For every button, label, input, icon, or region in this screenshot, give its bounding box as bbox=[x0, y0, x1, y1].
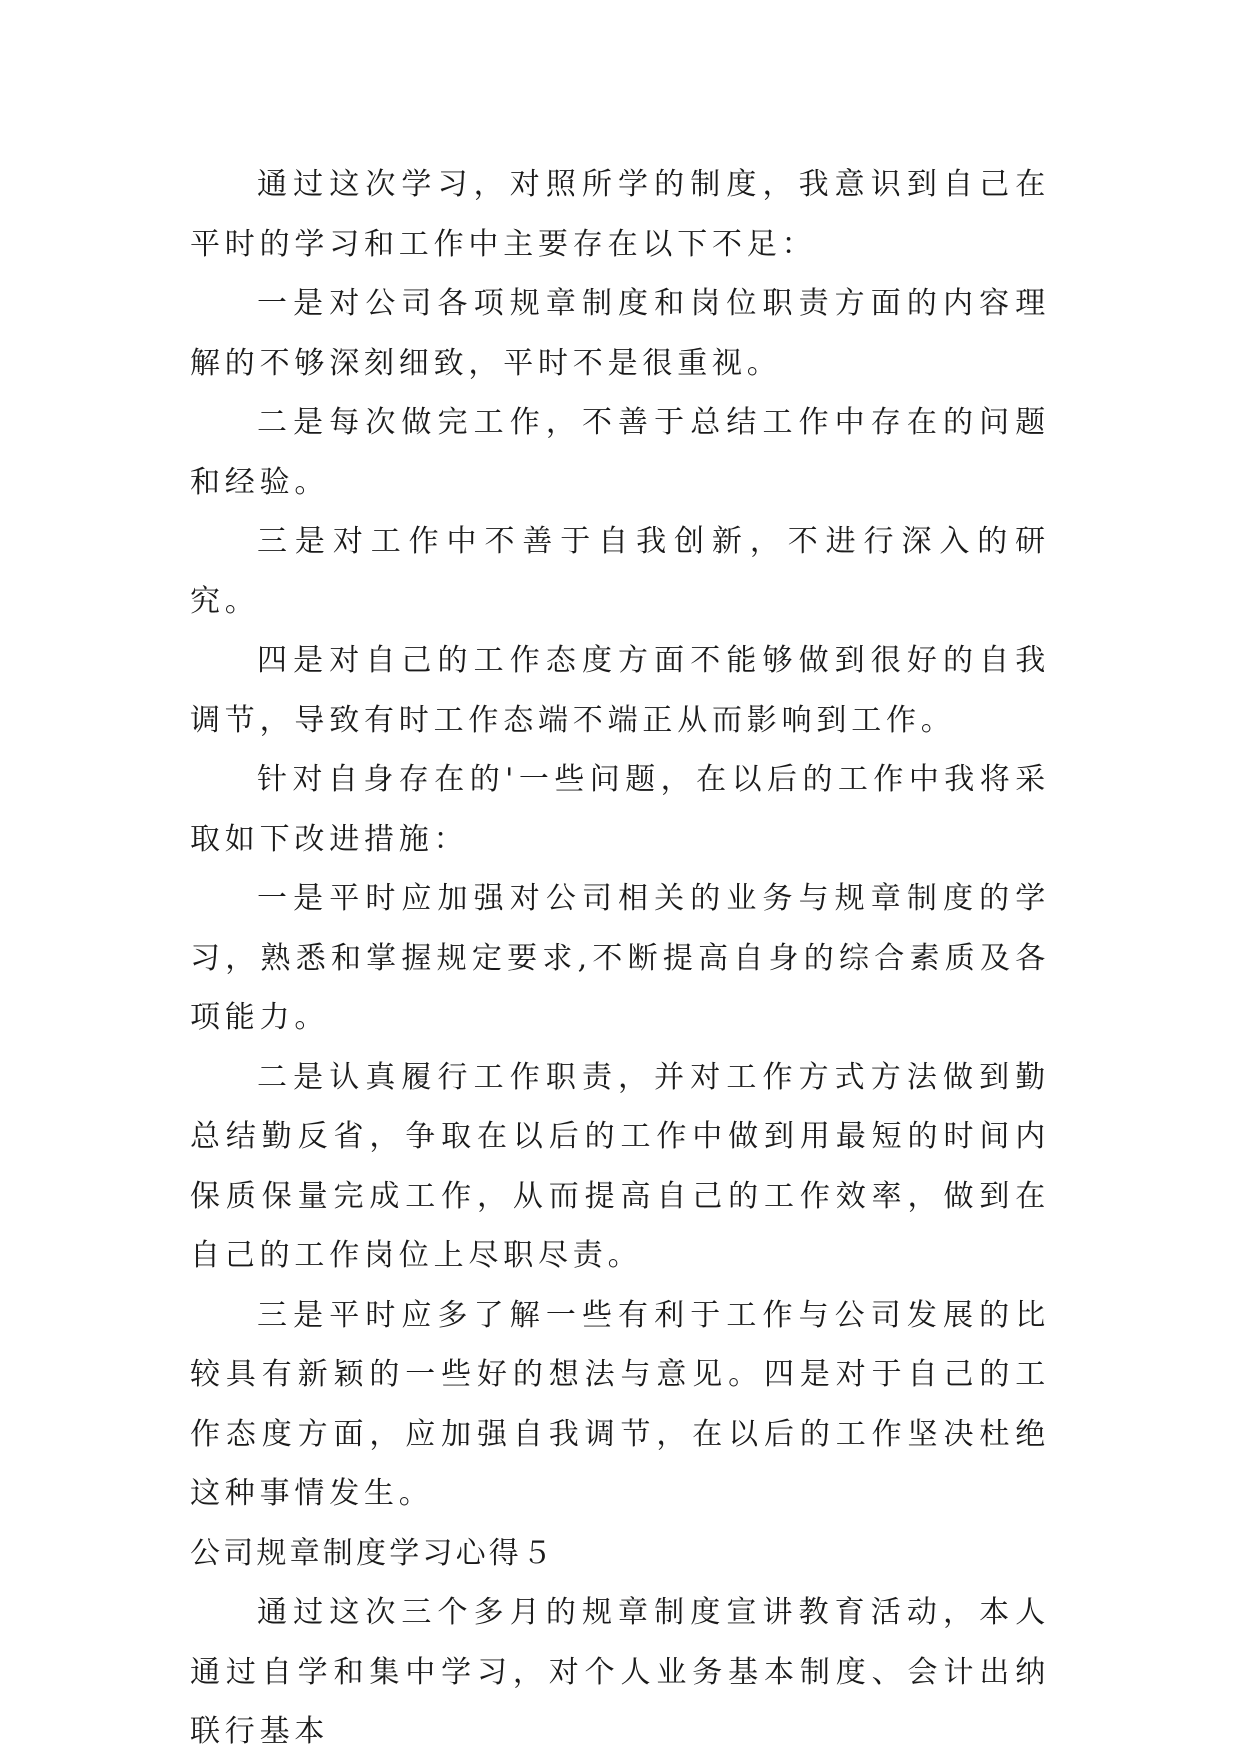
paragraph-measures-intro: 针对自身存在的'一些问题，在以后的工作中我将采取如下改进措施： bbox=[190, 762, 1050, 857]
document-page bbox=[190, 155, 1050, 1762]
paragraph-intro: 通过这次学习，对照所学的制度，我意识到自己在平时的学习和工作中主要存在以下不足： bbox=[190, 167, 1050, 262]
paragraph-closing: 通过这次三个多月的规章制度宣讲教育活动，本人通过自学和集中学习，对个人业务基本制度、会计出纳联行基本 bbox=[190, 1595, 1050, 1749]
paragraph-measure-3: 三是平时应多了解一些有利于工作与公司发展的比较具有新颖的一些好的想法与意见。四是对于自己的工作态度方面，应加强自我调节，在以后的工作坚决杜绝这种事情发生。 bbox=[190, 1297, 1050, 1511]
section-heading: 公司规章制度学习心得５ bbox=[190, 1535, 556, 1571]
paragraph-shortcoming-1: 一是对公司各项规章制度和岗位职责方面的内容理解的不够深刻细致，平时不是很重视。 bbox=[190, 286, 1050, 381]
paragraph-shortcoming-3: 三是对工作中不善于自我创新，不进行深入的研究。 bbox=[190, 524, 1050, 619]
paragraph-shortcoming-4: 四是对自己的工作态度方面不能够做到很好的自我调节，导致有时工作态端不端正从而影响到工作。 bbox=[190, 643, 1050, 738]
paragraph-measure-1: 一是平时应加强对公司相关的业务与规章制度的学习，熟悉和掌握规定要求,不断提高自身的综合素质及各项能力。 bbox=[190, 881, 1050, 1035]
paragraph-shortcoming-2: 二是每次做完工作，不善于总结工作中存在的问题和经验。 bbox=[190, 405, 1050, 500]
paragraph-measure-2: 二是认真履行工作职责，并对工作方式方法做到勤总结勤反省，争取在以后的工作中做到用最短的时间内保质保量完成工作，从而提高自己的工作效率，做到在自己的工作岗位上尽职尽责。 bbox=[190, 1059, 1050, 1273]
